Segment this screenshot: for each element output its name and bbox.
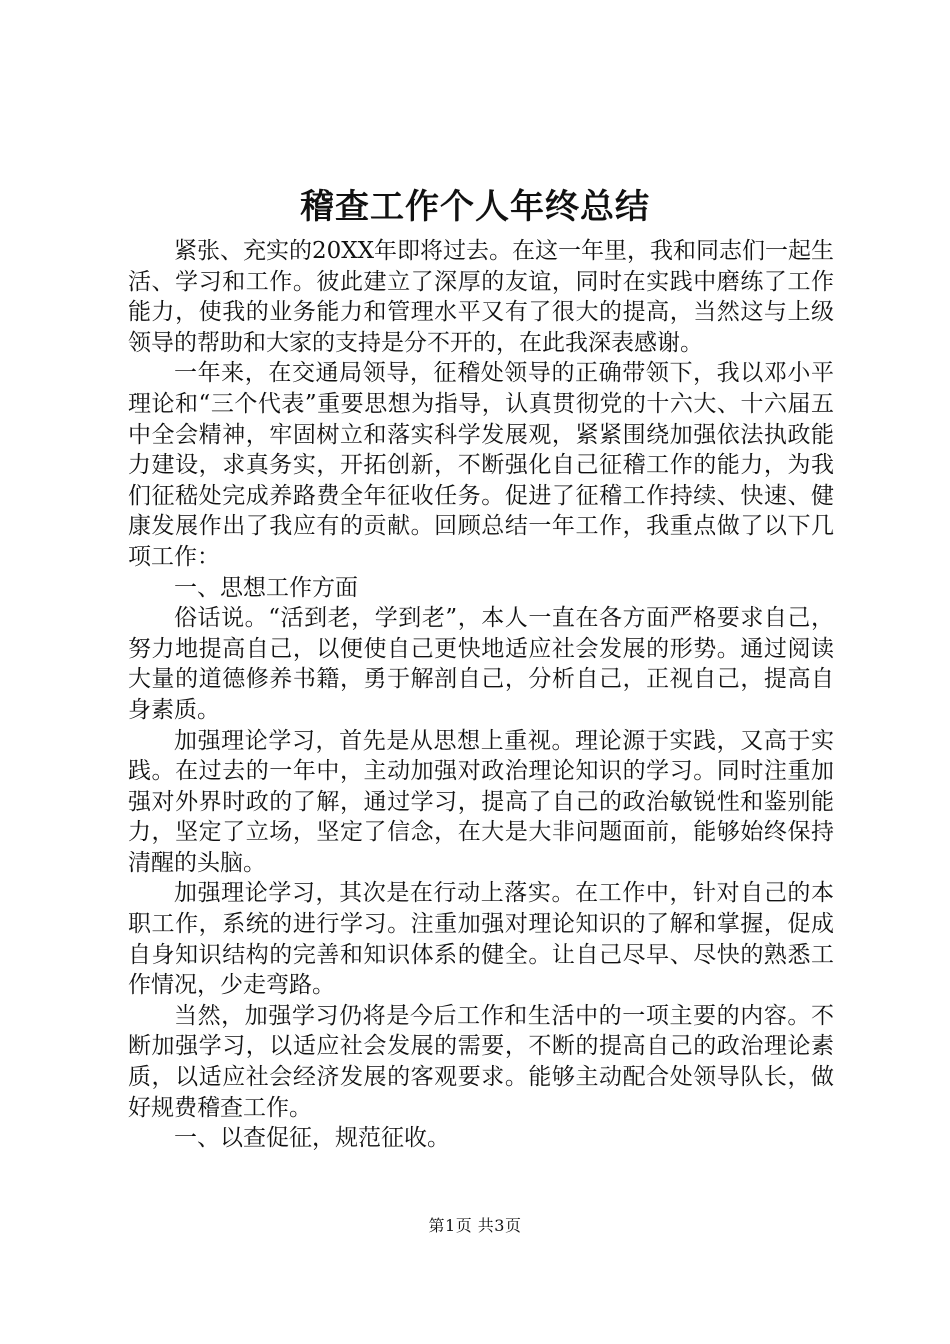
paragraph-intro: 紧张、充实的20XX年即将过去。在这一年里，我和同志们一起生活、学习和工作。彼此建立了深厚的友谊，同时在实践中磨练了工作能力，使我的业务能力和管理水平又有了很大的提高，当然这与上级领导的帮助和大家的支持是分不开的，在此我深表感谢。 — [128, 238, 835, 356]
paragraph-self-improvement: 俗话说。“活到老，学到老”，本人一直在各方面严格要求自己，努力地提高自己，以便使自己更快地适应社会发展的形势。通过阅读大量的道德修养书籍，勇于解剖自己，分析自己，正视自己，提高自身素质。 — [128, 605, 834, 723]
document-body — [128, 236, 834, 1154]
document-title: 稽查工作个人年终总结 — [300, 187, 650, 227]
paragraph-theory-study-thought: 加强理论学习，首先是从思想上重视。理论源于实践，又高于实践。在过去的一年中，主动加强对政治理论知识的学习。同时注重加强对外界时政的了解，通过学习，提高了自己的政治敏锐性和鉴别能力，坚定了立场，坚定了信念，在大是大非问题面前，能够始终保持清醒的头脑。 — [128, 727, 834, 876]
paragraph-overview: 一年来，在交通局领导，征稽处领导的正确带领下，我以邓小平理论和“三个代表”重要思想为指导，认真贯彻党的十六大、十六届五中全会精神，牢固树立和落实科学发展观，紧紧围绕加强依法执政能力建设，求真务实，开拓创新，不断强化自己征稽工作的能力，为我们征嵇处完成养路费全年征收任务。促进了征稽工作持续、快速、健康发展作出了我应有的贡献。回顾总结一年工作，我重点做了以下几项工作： — [128, 360, 834, 570]
paragraph-continued-study: 当然，加强学习仍将是今后工作和生活中的一项主要的内容。不断加强学习，以适应社会发展的需要，不断的提高自己的政治理论素质，以适应社会经济发展的客观要求。能够主动配合处领导队长，做好规费稽查工作。 — [128, 1002, 834, 1121]
section-heading-inspection: 一、以查促征，规范征收。 — [174, 1125, 450, 1152]
paragraph-theory-study-action: 加强理论学习，其次是在行动上落实。在工作中，针对自己的本职工作，系统的进行学习。注重加强对理论知识的了解和掌握，促成自身知识结构的完善和知识体系的健全。让自己尽早、尽快的熟悉工作情况，少走弯路。 — [128, 880, 834, 999]
page-footer: 第1页 共3页 — [428, 1216, 522, 1235]
section-heading-ideology: 一、思想工作方面 — [174, 574, 358, 601]
